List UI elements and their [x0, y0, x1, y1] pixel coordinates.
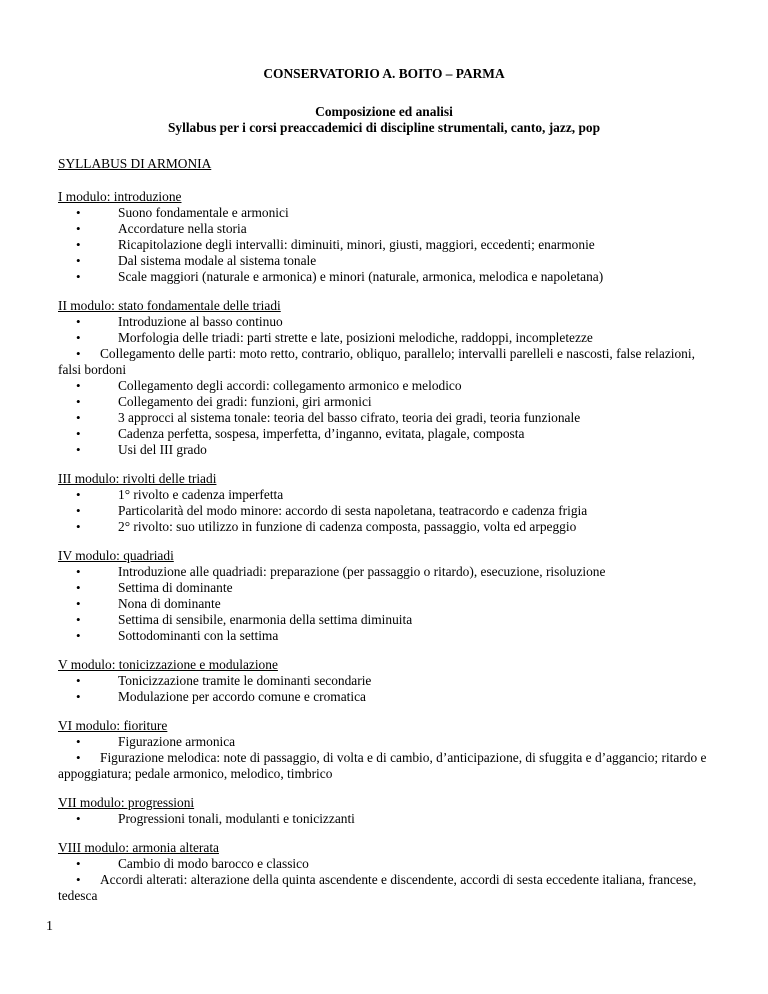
bullet-icon: •: [76, 519, 81, 534]
document-title: SYLLABUS DI ARMONIA: [58, 156, 212, 171]
bullet-list: [58, 487, 718, 535]
module-title: V modulo: tonicizzazione e modulazione: [58, 657, 278, 672]
list-item: [58, 689, 718, 705]
list-item-text: Modulazione per accordo comune e cromatica: [118, 689, 366, 704]
bullet-icon: •: [76, 426, 81, 441]
list-item: [58, 734, 718, 750]
list-item: [58, 487, 718, 503]
list-item-text: 1° rivolto e cadenza imperfetta: [118, 487, 284, 502]
list-item-text: Accordature nella storia: [118, 221, 247, 236]
list-item-text: Collegamento dei gradi: funzioni, giri armonici: [118, 394, 372, 409]
list-item: [58, 237, 718, 253]
list-item: [58, 596, 718, 612]
syllabus-subheading: Syllabus per i corsi preaccademici di discipline strumentali, canto, jazz, pop: [167, 120, 601, 135]
bullet-list: [58, 734, 718, 782]
list-item-text: Particolarità del modo minore: accordo di sesta napoletana, teatracordo e cadenza frigia: [118, 503, 588, 518]
bullet-icon: •: [76, 596, 81, 611]
module-section: [58, 840, 718, 904]
list-item: [58, 442, 718, 458]
institution-heading: CONSERVATORIO A. BOITO – PARMA: [263, 66, 505, 81]
bullet-icon: •: [76, 673, 81, 688]
list-item-text: Dal sistema modale al sistema tonale: [118, 253, 317, 268]
list-item: [58, 269, 718, 285]
module-title: II modulo: stato fondamentale delle triadi: [58, 298, 281, 313]
bullet-icon: •: [76, 269, 81, 284]
module-title: VI modulo: fioriture: [58, 718, 168, 733]
list-item: [58, 346, 718, 378]
list-item: [58, 872, 718, 904]
bullet-icon: •: [76, 872, 81, 887]
list-item: [58, 856, 718, 872]
list-item: [58, 378, 718, 394]
list-item: [58, 253, 718, 269]
bullet-icon: •: [76, 580, 81, 595]
bullet-icon: •: [76, 221, 81, 236]
module-section: [58, 718, 718, 782]
module-section: [58, 548, 718, 644]
list-item-text: Collegamento degli accordi: collegamento armonico e melodico: [118, 378, 462, 393]
list-item: [58, 612, 718, 628]
list-item: [58, 811, 718, 827]
bullet-icon: •: [76, 205, 81, 220]
module-title: III modulo: rivolti delle triadi: [58, 471, 217, 486]
list-item-text: Nona di dominante: [118, 596, 221, 611]
bullet-icon: •: [76, 612, 81, 627]
list-item-text: Cadenza perfetta, sospesa, imperfetta, d’inganno, evitata, plagale, composta: [118, 426, 525, 441]
bullet-list: [58, 205, 718, 285]
list-item-text: Suono fondamentale e armonici: [118, 205, 289, 220]
module-title: VIII modulo: armonia alterata: [58, 840, 219, 855]
bullet-icon: •: [76, 237, 81, 252]
module-list: [58, 189, 718, 917]
bullet-icon: •: [76, 314, 81, 329]
list-item: [58, 628, 718, 644]
list-item-text: Morfologia delle triadi: parti strette e late, posizioni melodiche, raddoppi, incompletezze: [118, 330, 593, 345]
bullet-icon: •: [76, 811, 81, 826]
bullet-icon: •: [76, 628, 81, 643]
bullet-icon: •: [76, 487, 81, 502]
bullet-icon: •: [76, 689, 81, 704]
list-item-text: Usi del III grado: [118, 442, 207, 457]
bullet-icon: •: [76, 394, 81, 409]
module-section: [58, 657, 718, 705]
bullet-icon: •: [76, 734, 81, 749]
bullet-icon: •: [76, 564, 81, 579]
bullet-list: [58, 314, 718, 458]
module-title: VII modulo: progressioni: [58, 795, 195, 810]
list-item-text: Introduzione alle quadriadi: preparazione (per passaggio o ritardo), esecuzione, risoluzione: [118, 564, 606, 579]
bullet-list: [58, 856, 718, 904]
page-number: 1: [46, 919, 53, 934]
bullet-icon: •: [76, 442, 81, 457]
list-item-text: Sottodominanti con la settima: [118, 628, 279, 643]
list-item: [58, 314, 718, 330]
list-item: [58, 221, 718, 237]
course-heading: Composizione ed analisi: [315, 104, 453, 119]
list-item-text: Figurazione armonica: [118, 734, 236, 749]
module-section: [58, 795, 718, 827]
bullet-icon: •: [76, 330, 81, 345]
list-item-text: Collegamento delle parti: moto retto, contrario, obliquo, parallelo; intervalli parelleli e nascosti, false relazioni, falsi bordoni: [58, 346, 695, 377]
list-item-text: Accordi alterati: alterazione della quinta ascendente e discendente, accordi di sesta eccedente italiana, francese, tedesca: [58, 872, 697, 903]
bullet-icon: •: [76, 750, 81, 765]
list-item-text: Progressioni tonali, modulanti e tonicizzanti: [118, 811, 355, 826]
bullet-icon: •: [76, 410, 81, 425]
module-title: IV modulo: quadriadi: [58, 548, 174, 563]
list-item: [58, 205, 718, 221]
list-item-text: Cambio di modo barocco e classico: [118, 856, 309, 871]
bullet-icon: •: [76, 503, 81, 518]
list-item: [58, 426, 718, 442]
list-item: [58, 519, 718, 535]
bullet-list: [58, 811, 718, 827]
list-item-text: Settima di sensibile, enarmonia della settima diminuita: [118, 612, 413, 627]
bullet-icon: •: [76, 253, 81, 268]
module-section: [58, 189, 718, 285]
list-item: [58, 673, 718, 689]
module-title: I modulo: introduzione: [58, 189, 182, 204]
list-item-text: 2° rivolto: suo utilizzo in funzione di cadenza composta, passaggio, volta ed arpeggio: [118, 519, 577, 534]
list-item: [58, 580, 718, 596]
list-item-text: Introduzione al basso continuo: [118, 314, 283, 329]
list-item: [58, 394, 718, 410]
list-item-text: Figurazione melodica: note di passaggio, di volta e di cambio, d’anticipazione, di sfuggita e d’aggancio; ritardo e appoggiatura; pedale armonico, melodico, timbrico: [58, 750, 707, 781]
list-item-text: 3 approcci al sistema tonale: teoria del basso cifrato, teoria dei gradi, teoria funzionale: [118, 410, 581, 425]
bullet-list: [58, 673, 718, 705]
list-item: [58, 410, 718, 426]
list-item: [58, 564, 718, 580]
bullet-list: [58, 564, 718, 644]
list-item: [58, 750, 718, 782]
list-item: [58, 330, 718, 346]
list-item-text: Ricapitolazione degli intervalli: diminuiti, minori, giusti, maggiori, eccedenti; enarmonie: [118, 237, 595, 252]
bullet-icon: •: [76, 856, 81, 871]
list-item-text: Scale maggiori (naturale e armonica) e minori (naturale, armonica, melodica e napoletana): [118, 269, 604, 284]
list-item-text: Settima di dominante: [118, 580, 233, 595]
module-section: [58, 471, 718, 535]
list-item-text: Tonicizzazione tramite le dominanti secondarie: [118, 673, 372, 688]
bullet-icon: •: [76, 378, 81, 393]
module-section: [58, 298, 718, 458]
list-item: [58, 503, 718, 519]
bullet-icon: •: [76, 346, 81, 361]
